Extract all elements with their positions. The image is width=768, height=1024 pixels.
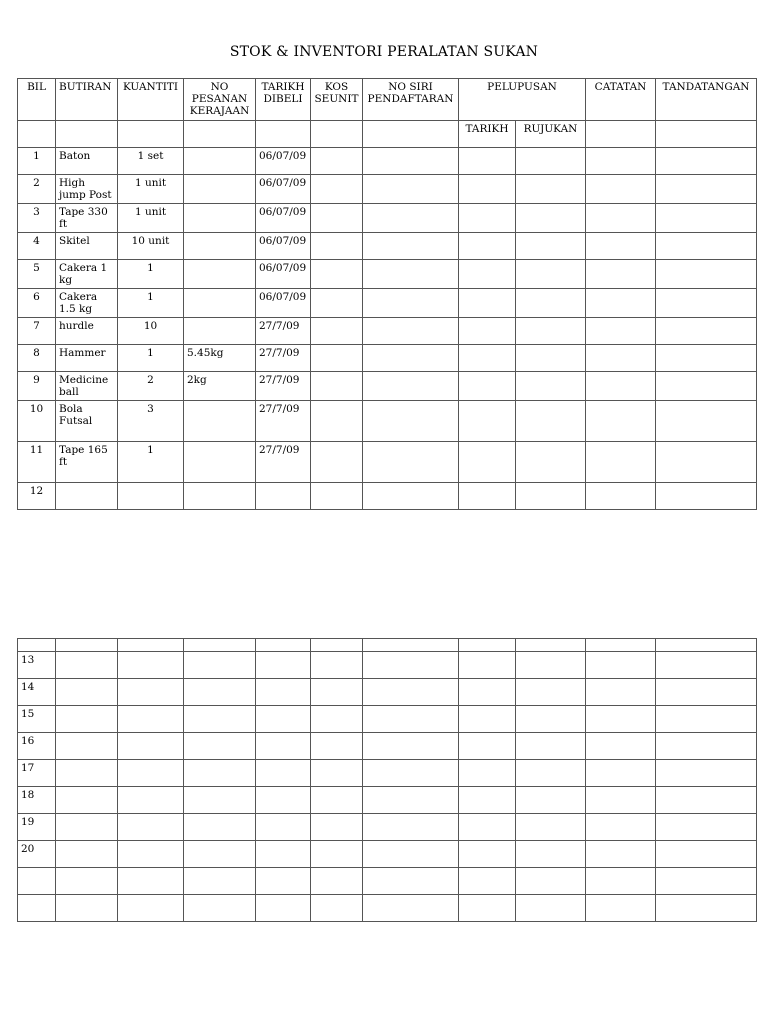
cell-empty (184, 868, 256, 895)
cell-tarikh-dibeli: 27/7/09 (256, 345, 311, 372)
cell-pelupusan-rujukan (516, 148, 586, 175)
header-catatan: CATATAN (586, 79, 656, 121)
cell-empty (256, 895, 311, 922)
cell-empty (56, 639, 118, 652)
cell-bil: 16 (18, 733, 56, 760)
cell-empty (516, 679, 586, 706)
cell-bil: 15 (18, 706, 56, 733)
cell-empty (56, 895, 118, 922)
page-title: STOK & INVENTORI PERALATAN SUKAN (229, 44, 539, 60)
cell-empty (56, 841, 118, 868)
cell-empty (184, 841, 256, 868)
cell-empty (56, 760, 118, 787)
cell-empty (363, 652, 459, 679)
cell-bil: 3 (18, 204, 56, 233)
cell-tandatangan (656, 148, 757, 175)
cell-empty (656, 868, 757, 895)
header-bil: BIL (18, 79, 56, 121)
cell-no-pesanan: 2kg (184, 372, 256, 401)
cell-tandatangan (656, 233, 757, 260)
subheader-row (18, 121, 757, 148)
cell-no-siri (363, 318, 459, 345)
table-row (18, 652, 757, 679)
inventory-table-continued (17, 638, 757, 922)
cell-empty (459, 814, 516, 841)
table-row (18, 760, 757, 787)
cell-catatan (586, 148, 656, 175)
cell-empty (516, 814, 586, 841)
table-row (18, 204, 757, 233)
cell-bil: 1 (18, 148, 56, 175)
cell-pelupusan-tarikh (459, 233, 516, 260)
cell-empty (56, 733, 118, 760)
table-row (18, 841, 757, 868)
cell-pelupusan-rujukan (516, 204, 586, 233)
cell-empty (586, 706, 656, 733)
cell-pelupusan-tarikh (459, 204, 516, 233)
cell-tandatangan (656, 401, 757, 442)
table-row (18, 895, 757, 922)
cell-butiran (56, 483, 118, 510)
cell-tandatangan (656, 345, 757, 372)
cell-empty (363, 787, 459, 814)
cell-empty (459, 706, 516, 733)
cell-no-pesanan (184, 148, 256, 175)
cell-empty (586, 841, 656, 868)
table-row (18, 442, 757, 483)
cell-pelupusan-tarikh (459, 175, 516, 204)
cell-kuantiti: 1 set (118, 148, 184, 175)
cell-tarikh-dibeli: 27/7/09 (256, 318, 311, 345)
header-tandatangan: TANDATANGAN (656, 79, 757, 121)
cell-empty (256, 868, 311, 895)
table-row (18, 260, 757, 289)
cell-empty (184, 706, 256, 733)
header-pelupusan-tarikh: TARIKH (459, 121, 516, 148)
cell-empty (656, 652, 757, 679)
cell-no-pesanan (184, 442, 256, 483)
cell-empty (586, 760, 656, 787)
cell-empty (256, 814, 311, 841)
cell-empty (656, 814, 757, 841)
cell-catatan (586, 289, 656, 318)
table-row (18, 289, 757, 318)
header-pelupusan: PELUPUSAN (459, 79, 586, 121)
table-row (18, 401, 757, 442)
cell-bil (18, 895, 56, 922)
cell-empty (586, 679, 656, 706)
cell-pelupusan-rujukan (516, 483, 586, 510)
cell-bil: 10 (18, 401, 56, 442)
cell-empty (311, 706, 363, 733)
cell-no-siri (363, 175, 459, 204)
cell-no-siri (363, 204, 459, 233)
cell-no-pesanan (184, 289, 256, 318)
cell-tandatangan (656, 372, 757, 401)
cell-empty (56, 652, 118, 679)
table-row (18, 706, 757, 733)
cell-empty (311, 679, 363, 706)
cell-empty (118, 814, 184, 841)
cell-bil: 17 (18, 760, 56, 787)
cell-no-pesanan: 5.45kg (184, 345, 256, 372)
cell-empty (516, 652, 586, 679)
cell-empty (118, 760, 184, 787)
cell-catatan (586, 318, 656, 345)
cell-empty (118, 679, 184, 706)
cell-empty (118, 841, 184, 868)
cell-empty (586, 733, 656, 760)
table-row (18, 318, 757, 345)
cell-empty (118, 639, 184, 652)
table-row (18, 733, 757, 760)
cell-empty (459, 895, 516, 922)
cell-empty (184, 787, 256, 814)
table-row (18, 175, 757, 204)
cell-empty (459, 868, 516, 895)
cell-empty (256, 652, 311, 679)
cell-kos-seunit (311, 289, 363, 318)
cell-no-siri (363, 372, 459, 401)
cell-empty (311, 814, 363, 841)
cell-tandatangan (656, 260, 757, 289)
cell-empty (184, 895, 256, 922)
cell-catatan (586, 483, 656, 510)
cell-kos-seunit (311, 233, 363, 260)
cell-butiran: hurdle (56, 318, 118, 345)
cell-no-pesanan (184, 483, 256, 510)
table-row (18, 639, 757, 652)
cell-bil: 19 (18, 814, 56, 841)
cell-tarikh-dibeli: 27/7/09 (256, 442, 311, 483)
cell-empty (656, 787, 757, 814)
cell-bil: 7 (18, 318, 56, 345)
cell-empty (56, 787, 118, 814)
header-kuantiti: KUANTITI (118, 79, 184, 121)
cell-catatan (586, 372, 656, 401)
cell-empty (118, 706, 184, 733)
cell-tarikh-dibeli (256, 483, 311, 510)
cell-butiran: Cakera 1 kg (56, 260, 118, 289)
cell-tandatangan (656, 204, 757, 233)
cell-empty (656, 679, 757, 706)
table-row (18, 345, 757, 372)
cell-no-pesanan (184, 401, 256, 442)
cell-empty (56, 679, 118, 706)
cell-pelupusan-tarikh (459, 260, 516, 289)
cell-catatan (586, 175, 656, 204)
cell-kos-seunit (311, 175, 363, 204)
cell-pelupusan-rujukan (516, 260, 586, 289)
cell-empty (459, 639, 516, 652)
cell-pelupusan-rujukan (516, 175, 586, 204)
cell-empty (516, 895, 586, 922)
cell-empty (256, 706, 311, 733)
cell-empty (363, 841, 459, 868)
cell-bil: 18 (18, 787, 56, 814)
cell-butiran: Skitel (56, 233, 118, 260)
cell-butiran: High jump Post (56, 175, 118, 204)
cell-empty (363, 639, 459, 652)
cell-empty (656, 895, 757, 922)
cell-empty (363, 868, 459, 895)
cell-kuantiti: 10 (118, 318, 184, 345)
cell-pelupusan-tarikh (459, 289, 516, 318)
cell-tandatangan (656, 442, 757, 483)
cell-no-siri (363, 483, 459, 510)
cell-empty (516, 733, 586, 760)
cell-empty (118, 652, 184, 679)
table-row (18, 814, 757, 841)
cell-empty (118, 733, 184, 760)
cell-empty (516, 706, 586, 733)
cell-kuantiti: 10 unit (118, 233, 184, 260)
table-row (18, 679, 757, 706)
cell-empty (516, 639, 586, 652)
cell-empty (516, 760, 586, 787)
cell-no-siri (363, 442, 459, 483)
cell-empty (586, 652, 656, 679)
cell-empty (311, 652, 363, 679)
cell-empty (363, 760, 459, 787)
cell-pelupusan-tarikh (459, 483, 516, 510)
header-no-siri: NO SIRI PENDAFTARAN (363, 79, 459, 121)
cell-empty (459, 679, 516, 706)
cell-kuantiti: 3 (118, 401, 184, 442)
cell-tandatangan (656, 318, 757, 345)
cell-kos-seunit (311, 318, 363, 345)
cell-empty (118, 895, 184, 922)
cell-empty (363, 706, 459, 733)
cell-tarikh-dibeli: 06/07/09 (256, 260, 311, 289)
cell-empty (56, 814, 118, 841)
cell-empty (184, 679, 256, 706)
cell-kuantiti: 1 (118, 289, 184, 318)
cell-bil: 8 (18, 345, 56, 372)
cell-empty (459, 652, 516, 679)
cell-catatan (586, 442, 656, 483)
cell-bil: 9 (18, 372, 56, 401)
cell-tandatangan (656, 289, 757, 318)
cell-empty (363, 895, 459, 922)
cell-tarikh-dibeli: 06/07/09 (256, 175, 311, 204)
cell-kuantiti: 1 (118, 345, 184, 372)
cell-butiran: Medicine ball (56, 372, 118, 401)
cell-empty (256, 841, 311, 868)
cell-bil (18, 868, 56, 895)
cell-kos-seunit (311, 204, 363, 233)
cell-empty (363, 733, 459, 760)
table-row (18, 148, 757, 175)
cell-catatan (586, 233, 656, 260)
cell-catatan (586, 345, 656, 372)
header-kos-seunit: KOS SEUNIT (311, 79, 363, 121)
cell-pelupusan-rujukan (516, 442, 586, 483)
cell-empty (311, 760, 363, 787)
cell-empty (184, 652, 256, 679)
cell-bil: 13 (18, 652, 56, 679)
cell-empty (459, 787, 516, 814)
cell-empty (586, 895, 656, 922)
cell-no-siri (363, 233, 459, 260)
cell-kos-seunit (311, 260, 363, 289)
cell-no-siri (363, 401, 459, 442)
cell-no-pesanan (184, 175, 256, 204)
cell-butiran: Tape 165 ft (56, 442, 118, 483)
cell-empty (586, 639, 656, 652)
cell-empty (56, 706, 118, 733)
cell-kos-seunit (311, 401, 363, 442)
cell-kos-seunit (311, 442, 363, 483)
cell-bil: 11 (18, 442, 56, 483)
cell-no-pesanan (184, 260, 256, 289)
cell-empty (118, 787, 184, 814)
cell-empty (311, 639, 363, 652)
cell-butiran: Baton (56, 148, 118, 175)
cell-pelupusan-tarikh (459, 401, 516, 442)
cell-empty (311, 868, 363, 895)
cell-bil: 6 (18, 289, 56, 318)
inventory-table (17, 78, 757, 510)
header-butiran: BUTIRAN (56, 79, 118, 121)
cell-kos-seunit (311, 345, 363, 372)
cell-empty (311, 895, 363, 922)
cell-kuantiti: 1 (118, 442, 184, 483)
table-row (18, 233, 757, 260)
cell-kuantiti (118, 483, 184, 510)
cell-catatan (586, 260, 656, 289)
table-row (18, 787, 757, 814)
cell-empty (256, 760, 311, 787)
cell-empty (256, 679, 311, 706)
cell-pelupusan-tarikh (459, 148, 516, 175)
cell-empty (363, 679, 459, 706)
header-no-pesanan: NO PESANAN KERAJAAN (184, 79, 256, 121)
cell-pelupusan-tarikh (459, 372, 516, 401)
table-row (18, 868, 757, 895)
cell-bil: 20 (18, 841, 56, 868)
cell-tarikh-dibeli: 27/7/09 (256, 401, 311, 442)
cell-no-siri (363, 260, 459, 289)
cell-bil: 14 (18, 679, 56, 706)
cell-empty (459, 733, 516, 760)
cell-tarikh-dibeli: 06/07/09 (256, 148, 311, 175)
cell-empty (516, 841, 586, 868)
cell-empty (459, 841, 516, 868)
cell-butiran: Bola Futsal (56, 401, 118, 442)
cell-tarikh-dibeli: 06/07/09 (256, 204, 311, 233)
cell-tandatangan (656, 175, 757, 204)
cell-empty (311, 787, 363, 814)
cell-no-pesanan (184, 233, 256, 260)
cell-butiran: Hammer (56, 345, 118, 372)
cell-tandatangan (656, 483, 757, 510)
cell-bil: 4 (18, 233, 56, 260)
cell-bil: 2 (18, 175, 56, 204)
cell-pelupusan-tarikh (459, 442, 516, 483)
cell-empty (656, 639, 757, 652)
cell-empty (586, 787, 656, 814)
cell-empty (586, 814, 656, 841)
header-tarikh-dibeli: TARIKH DIBELI (256, 79, 311, 121)
cell-kuantiti: 2 (118, 372, 184, 401)
cell-empty (516, 787, 586, 814)
cell-kuantiti: 1 unit (118, 204, 184, 233)
cell-butiran: Cakera 1.5 kg (56, 289, 118, 318)
cell-pelupusan-rujukan (516, 401, 586, 442)
cell-empty (656, 841, 757, 868)
cell-empty (586, 868, 656, 895)
cell-empty (118, 868, 184, 895)
cell-empty (656, 760, 757, 787)
cell-no-pesanan (184, 318, 256, 345)
cell-catatan (586, 204, 656, 233)
table-row (18, 483, 757, 510)
cell-no-pesanan (184, 204, 256, 233)
cell-no-siri (363, 289, 459, 318)
cell-pelupusan-tarikh (459, 345, 516, 372)
cell-pelupusan-rujukan (516, 233, 586, 260)
cell-empty (256, 787, 311, 814)
cell-empty (363, 814, 459, 841)
cell-pelupusan-rujukan (516, 289, 586, 318)
cell-empty (459, 760, 516, 787)
cell-empty (184, 639, 256, 652)
cell-pelupusan-rujukan (516, 372, 586, 401)
cell-empty (256, 639, 311, 652)
cell-pelupusan-rujukan (516, 318, 586, 345)
cell-kos-seunit (311, 483, 363, 510)
cell-empty (184, 760, 256, 787)
cell-tarikh-dibeli: 27/7/09 (256, 372, 311, 401)
cell-tarikh-dibeli: 06/07/09 (256, 233, 311, 260)
cell-no-siri (363, 148, 459, 175)
cell-empty (184, 814, 256, 841)
cell-butiran: Tape 330 ft (56, 204, 118, 233)
cell-empty (656, 706, 757, 733)
cell-empty (311, 733, 363, 760)
cell-kos-seunit (311, 372, 363, 401)
cell-empty (311, 841, 363, 868)
cell-empty (56, 868, 118, 895)
cell-kos-seunit (311, 148, 363, 175)
cell-bil (18, 639, 56, 652)
cell-tarikh-dibeli: 06/07/09 (256, 289, 311, 318)
cell-empty (184, 733, 256, 760)
cell-no-siri (363, 345, 459, 372)
header-pelupusan-rujukan: RUJUKAN (516, 121, 586, 148)
cell-empty (656, 733, 757, 760)
cell-kuantiti: 1 (118, 260, 184, 289)
cell-bil: 12 (18, 483, 56, 510)
cell-catatan (586, 401, 656, 442)
cell-bil: 5 (18, 260, 56, 289)
header-row (18, 79, 757, 121)
cell-empty (256, 733, 311, 760)
cell-pelupusan-tarikh (459, 318, 516, 345)
table-row (18, 372, 757, 401)
cell-kuantiti: 1 unit (118, 175, 184, 204)
cell-pelupusan-rujukan (516, 345, 586, 372)
cell-empty (516, 868, 586, 895)
